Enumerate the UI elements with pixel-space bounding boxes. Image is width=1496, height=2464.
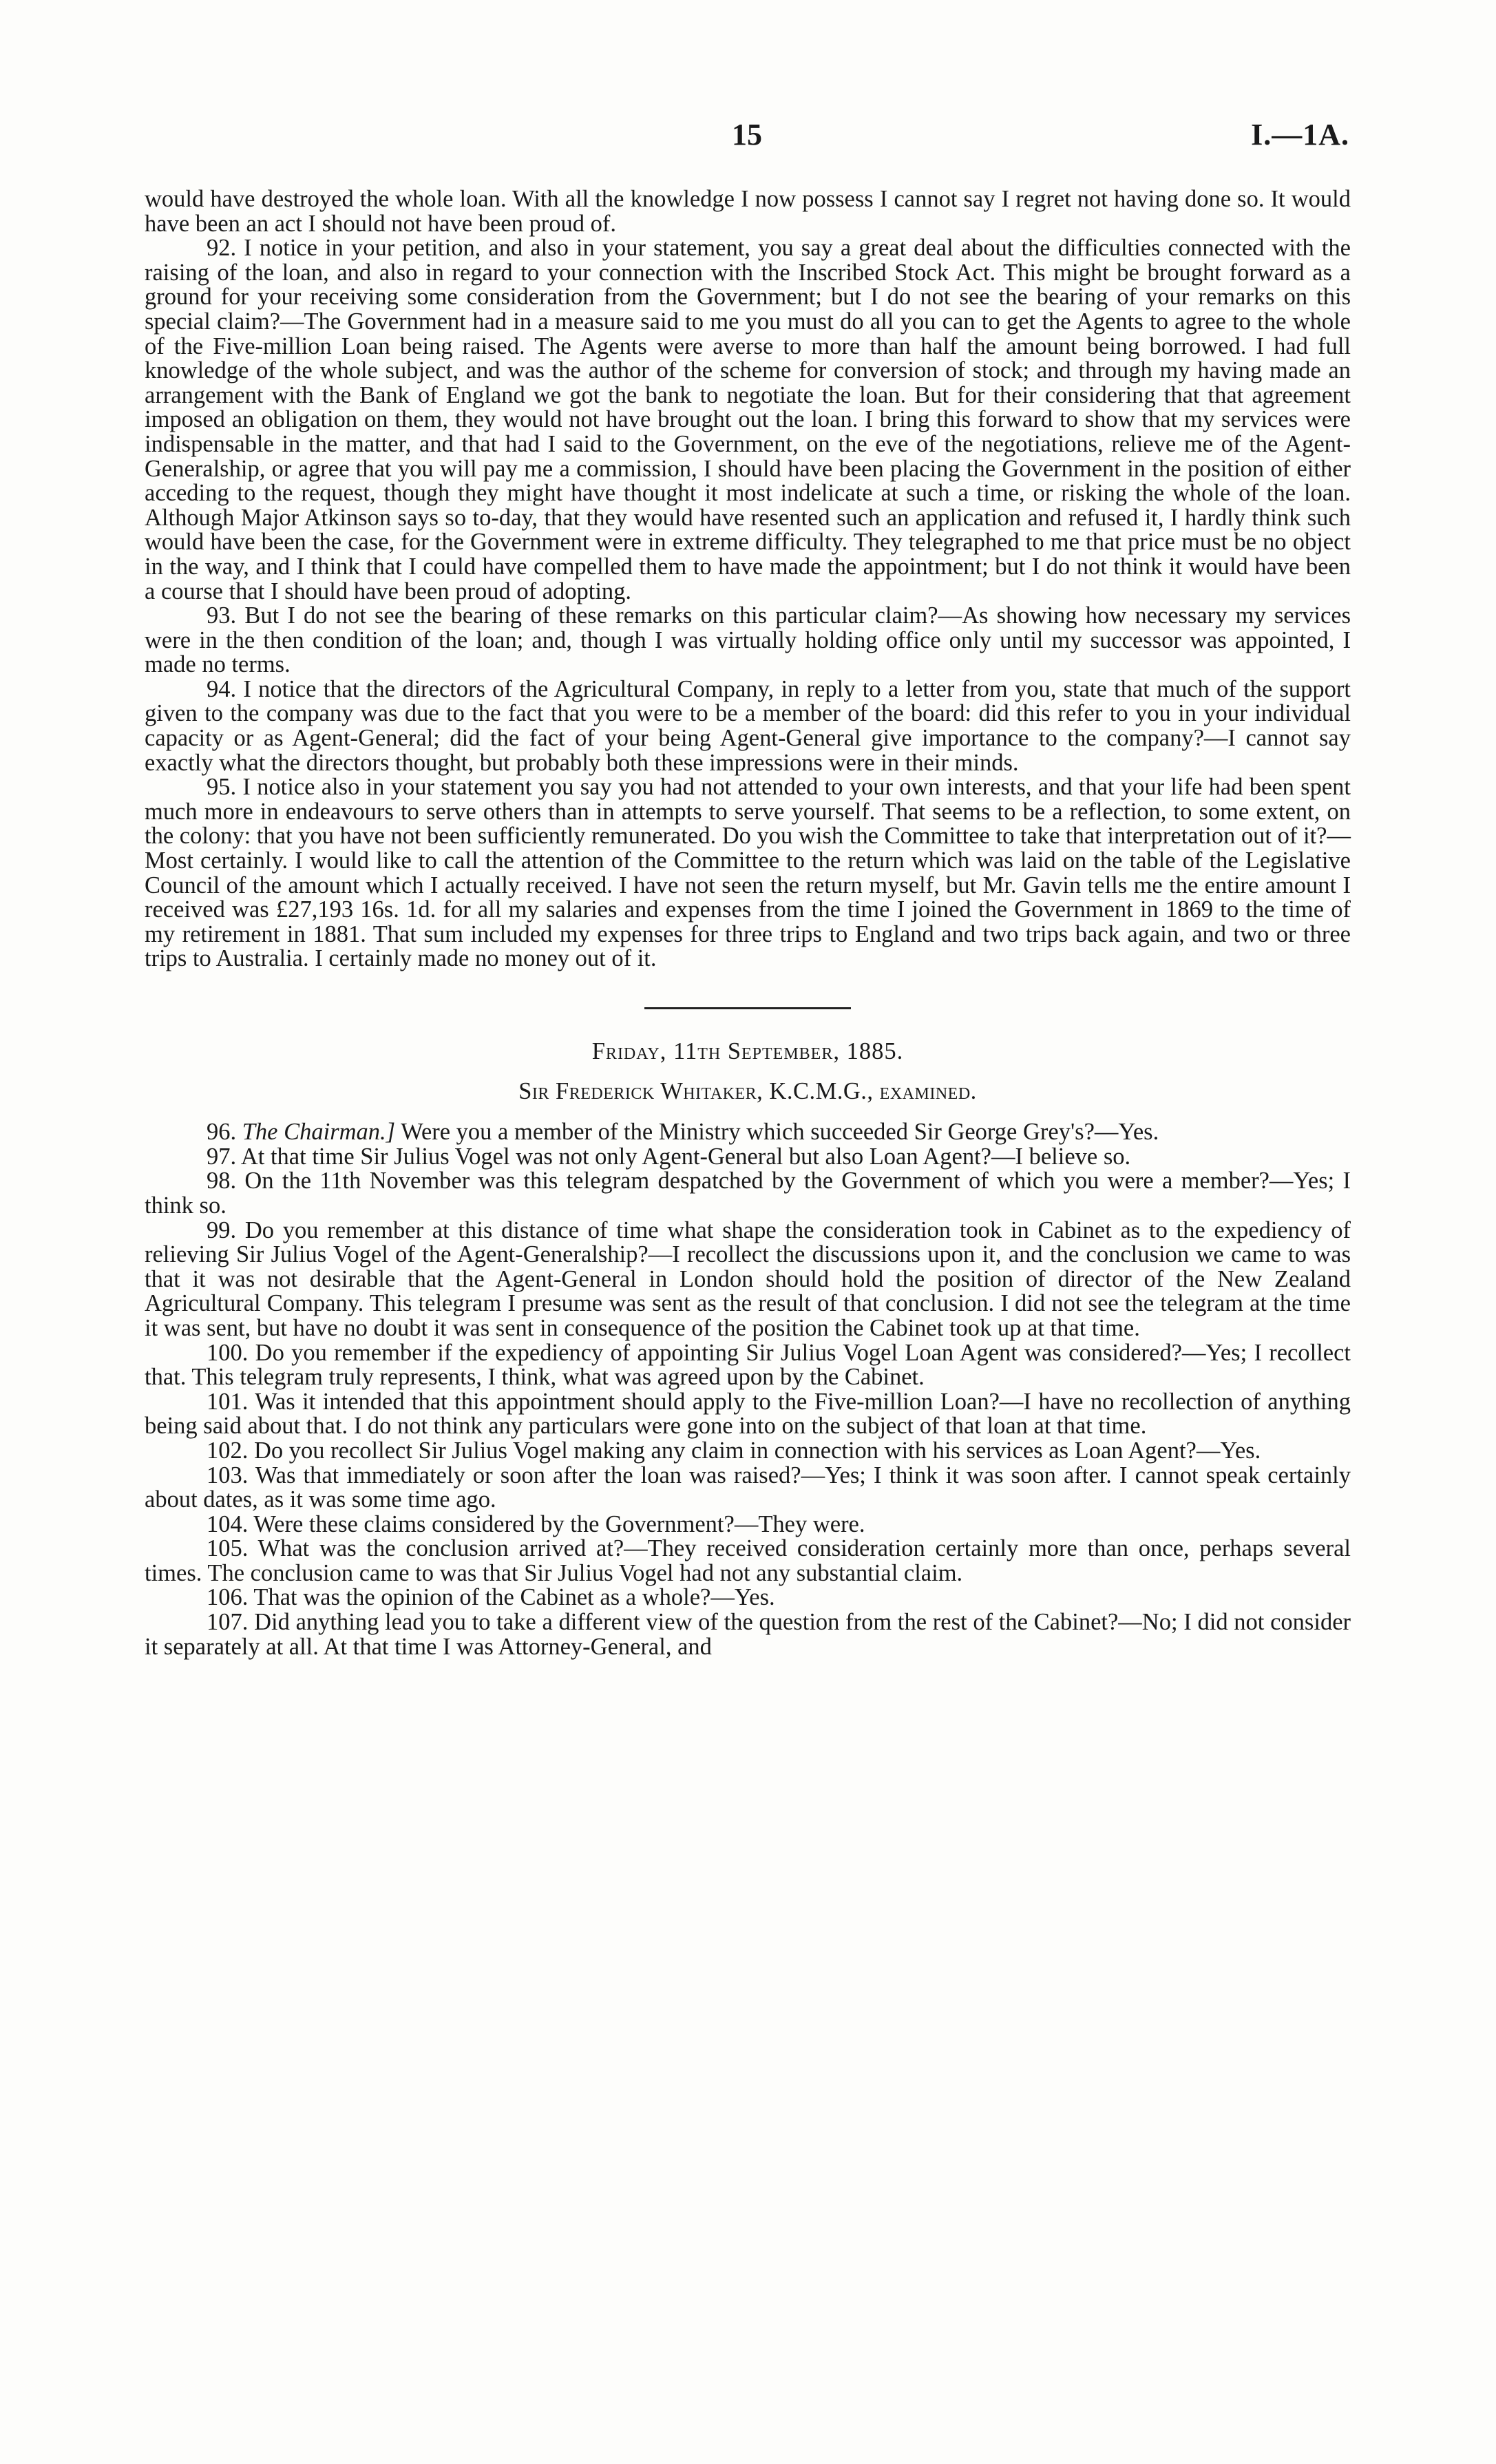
paragraph-101: 101. Was it intended that this appointment should apply to the Five-million Loan?—I have no recollection of anything being said about that. I do not think any particulars were gone into on the subject of that loan at that time. bbox=[145, 1388, 1351, 1440]
paragraph-106: 106. That was the opinion of the Cabinet as a whole?—Yes. bbox=[207, 1584, 775, 1611]
paragraph-96 bbox=[145, 1120, 1351, 1145]
paragraph-105: 105. What was the conclusion arrived at?—They received consideration certainly more than once, perhaps several times. The conclusion came to was that Sir Julius Vogel had not any substantial claim. bbox=[145, 1535, 1351, 1586]
paragraph-99: 99. Do you remember at this distance of time what shape the consideration took in Cabinet as to the expediency of relieving Sir Julius Vogel of the Agent-Generalship?—I recollect the discussions upon it, and the conclusion we came to was that it was not desirable that the Agent-General in London should hold the position of director of the New Zealand Agricultural Company. This telegram I presume was sent as the result of that conclusion. I did not see the telegram at the time it was sent, but have no doubt it was sent in consequence of the position the Cabinet took up at that time. bbox=[145, 1217, 1351, 1341]
section-divider bbox=[644, 1007, 851, 1009]
paragraph-103: 103. Was that immediately or soon after the loan was raised?—Yes; I think it was soon after. I cannot speak certainly about dates, as it was some time ago. bbox=[145, 1462, 1351, 1513]
paragraph-107: 107. Did anything lead you to take a different view of the question from the rest of the Cabinet?—No; I did not consider it separately at all. At that time I was Attorney-General, and bbox=[145, 1609, 1351, 1660]
paragraph-102: 102. Do you recollect Sir Julius Vogel making any claim in connection with his services as Loan Agent?—Yes. bbox=[207, 1437, 1261, 1464]
paragraph-104: 104. Were these claims considered by the Government?—They were. bbox=[207, 1510, 865, 1537]
paragraph-93: 93. But I do not see the bearing of these remarks on this particular claim?—As showing how necessary my services were in the then condition of the loan; and, though I was virtually holding office only until my successor was appointed, I made no terms. bbox=[145, 602, 1351, 678]
paragraph-91-continued: would have destroyed the whole loan. With all the knowledge I now possess I cannot say I regret not having done so. It would have been an act I should not have been proud of. bbox=[145, 186, 1351, 237]
page-header bbox=[145, 117, 1349, 158]
witness-heading: Sir Frederick Whitaker, K.C.M.G., examined. bbox=[518, 1077, 977, 1104]
session-date: Friday, 11th September, 1885. bbox=[591, 1038, 904, 1064]
speaker-label: The Chairman.] bbox=[242, 1119, 396, 1146]
question-text: Were you a member of the Ministry which succeeded Sir George Grey's?—Yes. bbox=[401, 1119, 1159, 1146]
document-reference: I.—1A. bbox=[1251, 118, 1349, 151]
paragraph-92: 92. I notice in your petition, and also in your statement, you say a great deal about the difficulties connected with the raising of the loan, and also in regard to your connection with the Inscribed Stock Act. This might be brought forward as a ground for your receiving some consideration from the Government; but I do not see the bearing of your remarks on this special claim?—The Government had in a measure said to me you must do all you can to get the Agents to agree to the whole of the Five-million Loan being raised. The Agents were averse to more than half the amount being borrowed. I had full knowledge of the whole subject, and was the author of the scheme for conversion of stock; and through my having made an arrangement with the Bank of England we got the bank to negotiate the loan. But for their considering that that agreement imposed an obligation on them, they would not have brought out the loan. I bring this forward to show that my services were indispensable in the matter, and that had I said to the Government, on the eve of the negotiations, relieve me of the Agent-Generalship, or agree that you will pay me a commission, I should have been placing the Government in the position of either acceding to the request, though they might have thought it most indelicate at such a time, or risking the whole of the loan. Although Major Atkinson says so to-day, that they would have resented such an application and refused it, I hardly think such would have been the case, for the Government were in extreme difficulty. They telegraphed to me that price must be no object in the way, and I think that I could have compelled them to have made the appointment; but I do not think it would have been a course that I should have been proud of adopting. bbox=[145, 235, 1351, 604]
page-number: 15 bbox=[732, 118, 762, 151]
paragraph-97: 97. At that time Sir Julius Vogel was not only Agent-General but also Loan Agent?—I believe so. bbox=[207, 1143, 1131, 1170]
document-body bbox=[145, 187, 1351, 1659]
paragraph-98: 98. On the 11th November was this telegram despatched by the Government of which you were a member?—Yes; I think so. bbox=[145, 1168, 1351, 1219]
paragraph-100: 100. Do you remember if the expediency of appointing Sir Julius Vogel Loan Agent was considered?—Yes; I recollect that. This telegram truly represents, I think, what was agreed upon by the Cabinet. bbox=[145, 1339, 1351, 1391]
question-number: 96. bbox=[207, 1119, 237, 1146]
paragraph-94: 94. I notice that the directors of the Agricultural Company, in reply to a letter from you, state that much of the support given to the company was due to the fact that you were to be a member of the board: did this refer to you in your individual capacity or as Agent-General; did the fact of your being Agent-General give importance to the company?—I cannot say exactly what the directors thought, but probably both these impressions were in their minds. bbox=[145, 675, 1351, 776]
paragraph-95: 95. I notice also in your statement you say you had not attended to your own interests, and that your life had been spent much more in endeavours to serve others than in attempts to serve yourself. That seems to be a reflection, to some extent, on the colony: that you have not been sufficiently remunerated. Do you wish the Committee to take that interpretation out of it?—Most certainly. I would like to call the attention of the Committee to the return which was laid on the table of the Legislative Council of the amount which I actually received. I have not seen the return myself, but Mr. Gavin tells me the entire amount I received was £27,193 16s. 1d. for all my salaries and expenses from the time I joined the Government in 1869 to the time of my retirement in 1881. That sum included my expenses for three trips to England and two trips back again, and two or three trips to Australia. I certainly made no money out of it. bbox=[145, 774, 1351, 972]
